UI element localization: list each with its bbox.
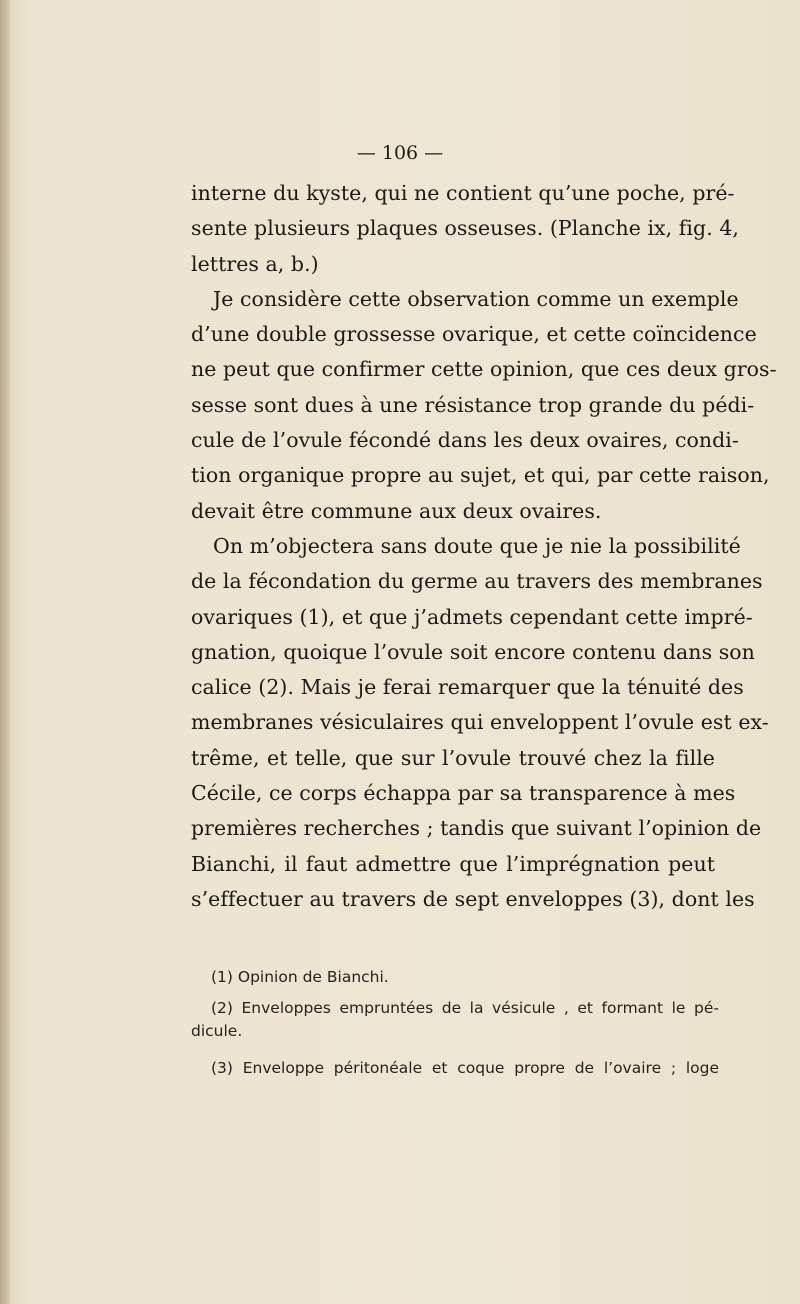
text-line: trême, et telle, que sur l’ovule trouvé chez la fille: [191, 745, 715, 770]
page-number: — 106 —: [356, 142, 444, 164]
text-line: Cécile, ce corps échappa par sa transparence à mes: [191, 781, 736, 806]
main-text: [191, 176, 777, 917]
text-line: lettres a, b.): [191, 251, 319, 276]
text-line: Je considère cette observation comme un exemple: [213, 286, 739, 311]
footnote: (3) Enveloppe péritonéale et coque propre de l’ovaire ; loge: [211, 1059, 719, 1077]
binding-edge: [0, 0, 10, 1304]
footnote-continuation: dicule.: [191, 1022, 243, 1040]
text-line: Bianchi, il faut admettre que l’imprégnation peut: [191, 851, 715, 876]
text-line: calice (2). Mais je ferai remarquer que la ténuité des: [191, 675, 744, 700]
footnotes: [191, 966, 719, 1080]
text-line: ovariques (1), et que j’admets cependant cette impré-: [191, 604, 753, 629]
text-line: premières recherches ; tandis que suivant l’opinion de: [191, 816, 762, 841]
text-line: d’une double grossesse ovarique, et cette coïncidence: [191, 322, 757, 347]
text-line: s’effectuer au travers de sept enveloppes (3), dont les: [191, 886, 755, 911]
text-line: cule de l’ovule fécondé dans les deux ovaires, condi-: [191, 428, 739, 453]
text-line: de la fécondation du germe au travers des membranes: [191, 569, 763, 594]
text-line: gnation, quoique l’ovule soit encore contenu dans son: [191, 639, 755, 664]
text-line: interne du kyste, qui ne contient qu’une poche, pré-: [191, 181, 735, 205]
text-line: devait être commune aux deux ovaires.: [191, 498, 602, 523]
text-line: tion organique propre au sujet, et qui, par cette raison,: [191, 463, 770, 488]
text-line: sesse sont dues à une résistance trop grande du pédi-: [191, 392, 755, 417]
text-line: On m’objectera sans doute que je nie la possibilité: [213, 533, 741, 558]
footnote: (2) Enveloppes empruntées de la vésicule , et formant le pé-: [211, 999, 719, 1017]
text-line: ne peut que confirmer cette opinion, que ces deux gros-: [191, 357, 777, 382]
text-line: membranes vésiculaires qui enveloppent l’ovule est ex-: [191, 710, 769, 735]
footnote: (1) Opinion de Bianchi.: [211, 968, 389, 986]
text-line: sente plusieurs plaques osseuses. (Planche ix, fig. 4,: [191, 216, 740, 241]
